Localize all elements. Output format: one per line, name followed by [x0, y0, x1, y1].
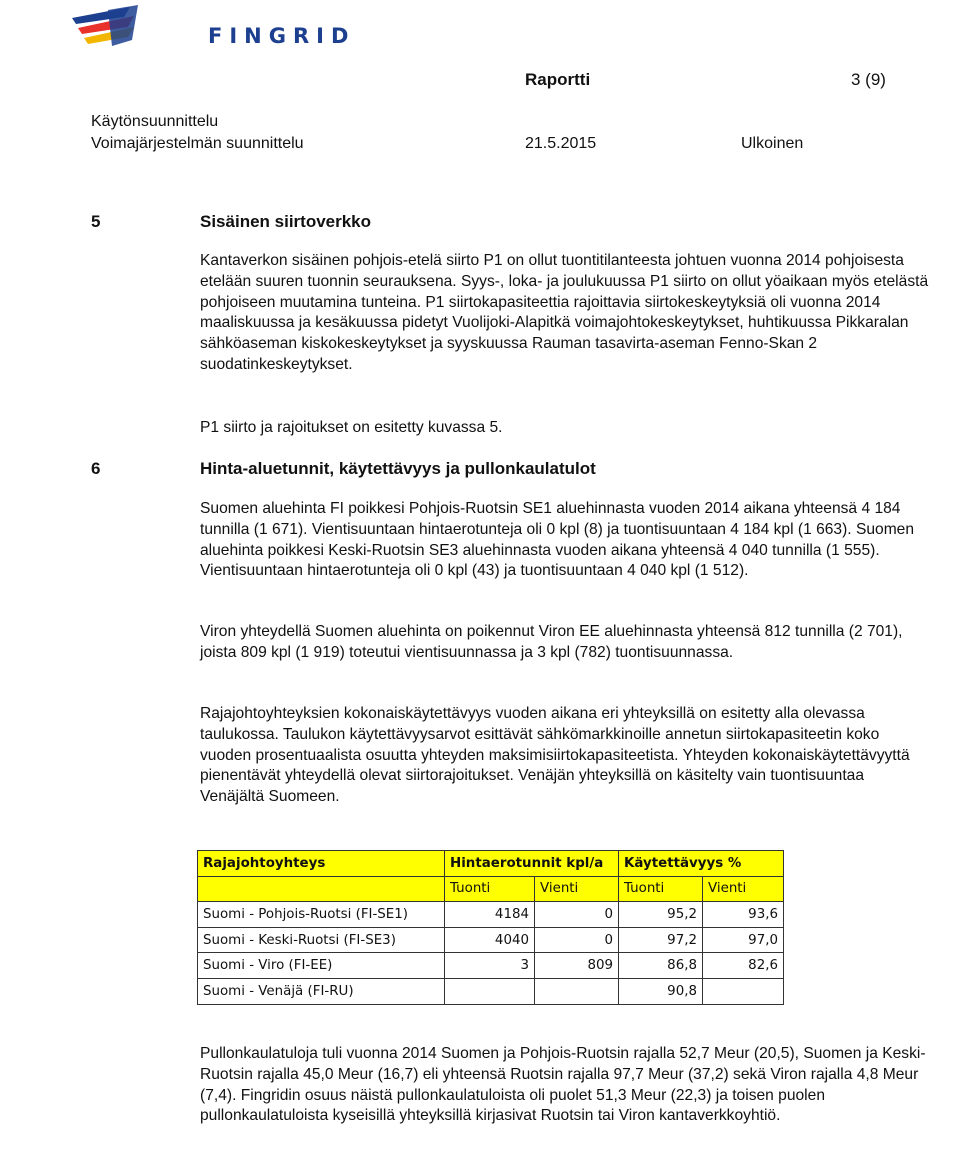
classification: Ulkoinen [741, 135, 804, 152]
row-availability-import: 90,8 [619, 978, 703, 1004]
row-connection: Suomi - Viro (FI-EE) [198, 953, 445, 979]
section-title: Sisäinen siirtoverkko [200, 212, 372, 231]
logo-text: FINGRID [208, 24, 356, 48]
section-number: 6 [91, 459, 101, 478]
section-5-paragraph-1: Kantaverkon sisäinen pohjois-etelä siirto P1 on ollut tuontitilanteesta johtuen vuonna 2014 pohjoisesta etelään suuren tuonnin seurauksena. Syys-, loka- ja joulukuussa P1 siirto on ollut yöaikaan myös etelästä pohjoiseen muutamina tunteina. P1 siirtokapasiteettia rajoittavia siirtokeskeytyksiä oli vuonna 2014 maaliskuussa ja kesäkuussa pidetyt Vuolijoki-Alapitkä voimajohtokeskeytykset, huhtikuussa Pikkaralan sähköaseman kiskokeskeytykset ja syyskuussa Rauman tasavirta-aseman Fenno-Skan 2 suodatinkeskeytykset. [200, 252, 929, 373]
header-availability: Käytettävyys % [619, 851, 784, 877]
subheader-import: Tuonti [445, 876, 535, 902]
section-6-paragraph-3: Rajajohtoyhteyksien kokonaiskäytettävyys vuoden aikana eri yhteyksillä on esitetty alla olevassa taulukossa. Taulukon käytettävyysarvot esittävät sähkömarkkinoille annetun siirtokapasiteetin koko vuoden prosentuaalista osuutta yhteyden maksimisiirtokapasiteetista. Yhteyden kokonaiskäytettävyyttä pienentävät yhteydellä olevat siirtorajoitukset. Venäjän yhteyksillä on käsitelty vain tuontisuuntaa Venäjältä Suomeen. [200, 705, 910, 806]
row-price-diff-export: 0 [535, 902, 619, 928]
row-price-diff-export [535, 978, 619, 1004]
table-subheader-row [198, 876, 784, 902]
availability-table [197, 850, 784, 1005]
department: Käytönsuunnittelu [91, 113, 219, 130]
row-price-diff-import: 4184 [445, 902, 535, 928]
row-connection: Suomi - Keski-Ruotsi (FI-SE3) [198, 927, 445, 953]
row-price-diff-export: 0 [535, 927, 619, 953]
row-availability-export [703, 978, 784, 1004]
table-header-row [198, 851, 784, 877]
section-6-paragraph-1: Suomen aluehinta FI poikkesi Pohjois-Ruotsin SE1 aluehinnasta vuoden 2014 aikana yhteensä 4 184 tunnilla (1 671). Vientisuuntaan hintaerotunteja oli 0 kpl (8) ja tuontisuuntaan 4 184 kpl (1 663). Suomen aluehinta poikkesi Keski-Ruotsin SE3 aluehinnasta vuoden aikana yhteensä 4 040 tunnilla (1 555). Vientisuuntaan hintaerotunteja oli 0 kpl (43) ja tuontisuuntaan 4 040 kpl (1 512). [200, 500, 915, 580]
row-availability-import: 95,2 [619, 902, 703, 928]
page-number: 3 (9) [851, 70, 886, 89]
subheader-export: Vienti [535, 876, 619, 902]
section-title: Hinta-aluetunnit, käytettävyys ja pullonkaulatulot [200, 459, 596, 478]
section-number: 5 [91, 212, 101, 231]
section-5-paragraph-2: P1 siirto ja rajoitukset on esitetty kuvassa 5. [200, 419, 503, 436]
row-availability-import: 97,2 [619, 927, 703, 953]
section-6-paragraph-2: Viron yhteydellä Suomen aluehinta on poikennut Viron EE aluehinnasta yhteensä 812 tunnilla (2 701), joista 809 kpl (1 919) toteutui vientisuunnassa ja 3 kpl (782) tuontisuunnassa. [200, 623, 903, 661]
row-connection: Suomi - Pohjois-Ruotsi (FI-SE1) [198, 902, 445, 928]
subheader-empty [198, 876, 445, 902]
row-price-diff-import: 4040 [445, 927, 535, 953]
fingrid-logo [68, 4, 356, 50]
document-type: Raportti [525, 70, 591, 89]
table-row [198, 978, 784, 1004]
row-availability-import: 86,8 [619, 953, 703, 979]
row-price-diff-export: 809 [535, 953, 619, 979]
row-price-diff-import: 3 [445, 953, 535, 979]
table-row [198, 953, 784, 979]
document-date: 21.5.2015 [525, 135, 597, 152]
subheader-export: Vienti [703, 876, 784, 902]
fingrid-logo-mark-icon [68, 4, 198, 50]
row-availability-export: 93,6 [703, 902, 784, 928]
table-row [198, 927, 784, 953]
section-6-paragraph-4: Pullonkaulatuloja tuli vuonna 2014 Suomen ja Pohjois-Ruotsin rajalla 52,7 Meur (20,5), Suomen ja Keski-Ruotsin rajalla 45,0 Meur (16,7) eli yhteensä Ruotsin rajalla 97,7 Meur (37,2) sekä Viron rajalla 4,8 Meur (7,4). Fingridin osuus näistä pullonkaulatuloista oli puolet 51,3 Meur (22,3) ja toisen puolen pullonkaulatuloista kyseisillä yhteyksillä kirjasivat Ruotsin tai Viron kantaverkkoyhtiö. [200, 1045, 926, 1125]
row-price-diff-import [445, 978, 535, 1004]
row-availability-export: 82,6 [703, 953, 784, 979]
header-connection: Rajajohtoyhteys [198, 851, 445, 877]
row-availability-export: 97,0 [703, 927, 784, 953]
row-connection: Suomi - Venäjä (FI-RU) [198, 978, 445, 1004]
table-row [198, 902, 784, 928]
header-price-diff: Hintaerotunnit kpl/a [445, 851, 619, 877]
unit: Voimajärjestelmän suunnittelu [91, 135, 304, 152]
subheader-import: Tuonti [619, 876, 703, 902]
